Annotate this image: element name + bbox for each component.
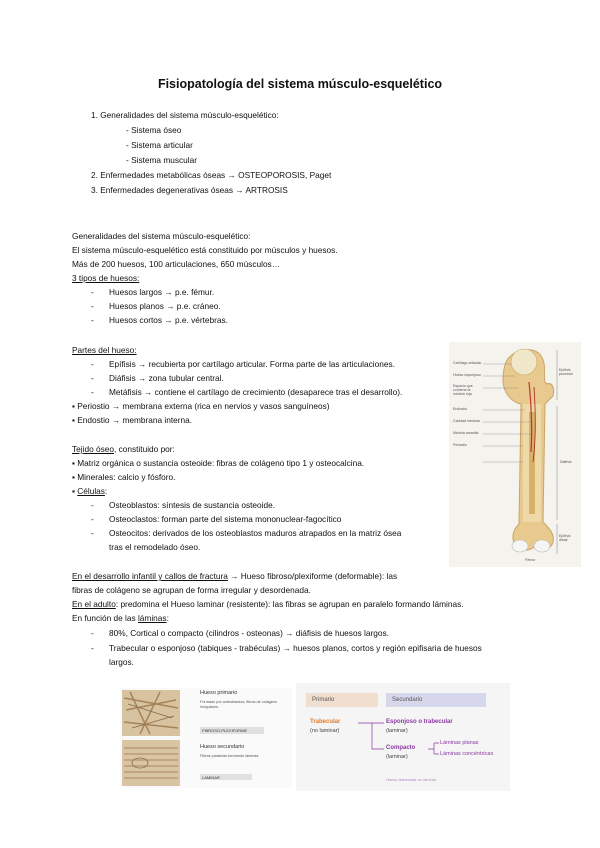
desarrollo-1-underlined: En el desarrollo infantil y callos de fractura xyxy=(72,571,228,581)
micro-note-2: Fibras paralelas formando láminas. xyxy=(200,754,260,758)
bone-label-cavidad: Cavidad medular xyxy=(453,419,481,423)
bone-microscopy-image xyxy=(120,688,292,788)
parte-3: Metáfisis → contiene el cartílago de crecimiento (desaparece tras el desarrollo). xyxy=(109,387,403,397)
celulas-title: Células xyxy=(77,486,105,496)
dash: - xyxy=(91,373,94,383)
bone-label-periostio: Periostio xyxy=(453,443,467,447)
general-line-1: El sistema músculo-esquelético está constituido por músculos y huesos. xyxy=(72,245,338,255)
micro-tag-2: LAMINAR xyxy=(202,775,220,780)
desarrollo-2-rest: : predomina el Hueso laminar (resistente): las fibras se agrupan en paralelo formando láminas. xyxy=(115,599,464,609)
laminas-word: láminas xyxy=(137,613,167,623)
celula-2: Osteoclastos: forman parte del sistema mononuclear-fagocítico xyxy=(109,514,342,524)
parte-2: Diáfisis → zona tubular central. xyxy=(109,373,224,383)
tejido-3 xyxy=(72,486,107,497)
toc-sub-3: - Sistema muscular xyxy=(126,155,198,165)
dash: - xyxy=(91,514,94,524)
celula-1: Osteoblastos: síntesis de sustancia osteoide. xyxy=(109,500,276,510)
diagram-trabecular: Trabecular xyxy=(310,719,341,725)
partes-title: Partes del hueso: xyxy=(72,345,137,355)
parte-5: ▪ Endostio → membrana interna. xyxy=(72,415,193,425)
dash: - xyxy=(91,359,94,369)
femur-illustration xyxy=(449,342,581,567)
bone-label-esponjoso: Hueso esponjoso xyxy=(453,373,481,377)
tejido-1: ▪ Matriz orgánica o sustancia osteoide: fibras de colágeno tipo 1 y osteocalcina. xyxy=(72,458,365,468)
diagram-laminar-2: (laminar) xyxy=(386,754,408,760)
lamina-2b: largos. xyxy=(109,657,134,667)
tejido-3-bullet: ▪ xyxy=(72,486,78,496)
tipo-1: Huesos largos → p.e. fémur. xyxy=(109,287,215,297)
toc-item-2: 2. Enfermedades metabólicas óseas → OSTEOPOROSIS, Paget xyxy=(91,170,332,180)
bone-label-medula-roja: Espacio que contiene la médula roja xyxy=(453,384,473,396)
tejido-2: ▪ Minerales: calcio y fósforo. xyxy=(72,472,176,482)
general-line-2: Más de 200 huesos, 100 articulaciones, 650 músculos… xyxy=(72,259,281,269)
dash: - xyxy=(91,315,94,325)
lamina-1: 80%, Cortical o compacto (cilindros - osteonas) → diáfisis de huesos largos. xyxy=(109,628,389,638)
diagram-concentricas: Láminas concéntricas xyxy=(440,751,494,757)
diagram-connectors xyxy=(296,683,510,791)
celula-3b: tras el remodelado óseo. xyxy=(109,542,201,552)
tejido-title: Tejido óseo xyxy=(72,444,114,454)
diagram-nota: Hueso trabecular no laminar xyxy=(386,777,437,782)
celula-3: Osteocitos: derivados de los osteoblastos maduros atrapados en la matriz ósea xyxy=(109,528,402,538)
general-heading: Generalidades del sistema músculo-esquelético: xyxy=(72,231,251,241)
parte-1: Epífisis → recubierta por cartílago articular. Forma parte de las articulaciones. xyxy=(109,359,395,369)
toc-sub-1: - Sistema óseo xyxy=(126,125,182,135)
desarrollo-1 xyxy=(72,571,397,582)
toc-item-3: 3. Enfermedades degenerativas óseas → ARTROSIS xyxy=(91,185,288,195)
desarrollo-2-underlined: En el adulto xyxy=(72,599,116,609)
bone-label-diafisis: Diáfisis xyxy=(560,460,572,464)
micro-tag-1: FIBROSO-PLEXIFORME xyxy=(202,728,248,733)
desarrollo-3 xyxy=(72,613,169,624)
bone-label-epifisis-prox: Epífisis proximal xyxy=(559,368,573,376)
dash: - xyxy=(91,528,94,538)
tejido-title-line xyxy=(72,444,175,455)
tipos-title: 3 tipos de huesos: xyxy=(72,273,140,283)
parte-4: ▪ Periostio → membrana externa (rica en nervios y vasos sanguíneos) xyxy=(72,401,330,411)
toc-item-1: 1. Generalidades del sistema músculo-esquelético: xyxy=(91,110,279,120)
dash: - xyxy=(91,500,94,510)
dash: - xyxy=(91,287,94,297)
diagram-laminar-1: (laminar) xyxy=(386,728,408,734)
desarrollo-3-post: : xyxy=(166,613,169,623)
bone-label-endostio: Endostio xyxy=(453,407,467,411)
tejido-title-rest: , constituido por: xyxy=(113,444,175,454)
dash: - xyxy=(91,301,94,311)
diagram-primario: Primario xyxy=(306,693,378,707)
diagram-esponjoso: Esponjoso o trabecular xyxy=(386,719,453,725)
micro-note-1: Formado por osteoblastos; fibras de colágeno irregulares. xyxy=(200,700,278,709)
bone-label-epifisis-dist: Epífisis distal xyxy=(559,534,571,542)
page-title: Fisiopatología del sistema músculo-esquelético xyxy=(157,77,443,91)
micro-title-2: Hueso secundario xyxy=(200,744,245,750)
desarrollo-3-pre: En función de las xyxy=(72,613,138,623)
bone-label-cartilago: Cartílago articular xyxy=(453,361,482,365)
desarrollo-1-rest: → Hueso fibroso/plexiforme (deformable): las xyxy=(227,571,398,581)
dash: - xyxy=(91,643,94,653)
bone-label-femur: Fémur xyxy=(525,558,536,562)
micro-title-1: Hueso primario xyxy=(200,690,238,696)
diagram-secundario: Secundario xyxy=(386,693,486,707)
dash: - xyxy=(91,628,94,638)
lamina-2: Trabecular o esponjoso (tabiques - trabéculas) → huesos planos, cortos y región epifisaria de huesos xyxy=(109,643,482,653)
diagram-no-laminar: (no laminar) xyxy=(310,728,340,734)
diagram-compacto: Compacto xyxy=(386,745,416,751)
dash: - xyxy=(91,387,94,397)
bone-classification-diagram xyxy=(296,683,510,791)
desarrollo-1b: fibras de colágeno se agrupan de forma irregular y desordenada. xyxy=(72,585,311,595)
toc-sub-2: - Sistema articular xyxy=(126,140,193,150)
tipo-2: Huesos planos → p.e. cráneo. xyxy=(109,301,221,311)
bone-label-amarilla: Médula amarilla xyxy=(453,431,479,435)
diagram-planas: Láminas planas xyxy=(440,740,479,746)
tipo-3: Huesos cortos → p.e. vértebras. xyxy=(109,315,228,325)
desarrollo-2 xyxy=(72,599,464,610)
tejido-3-colon: : xyxy=(104,486,108,496)
